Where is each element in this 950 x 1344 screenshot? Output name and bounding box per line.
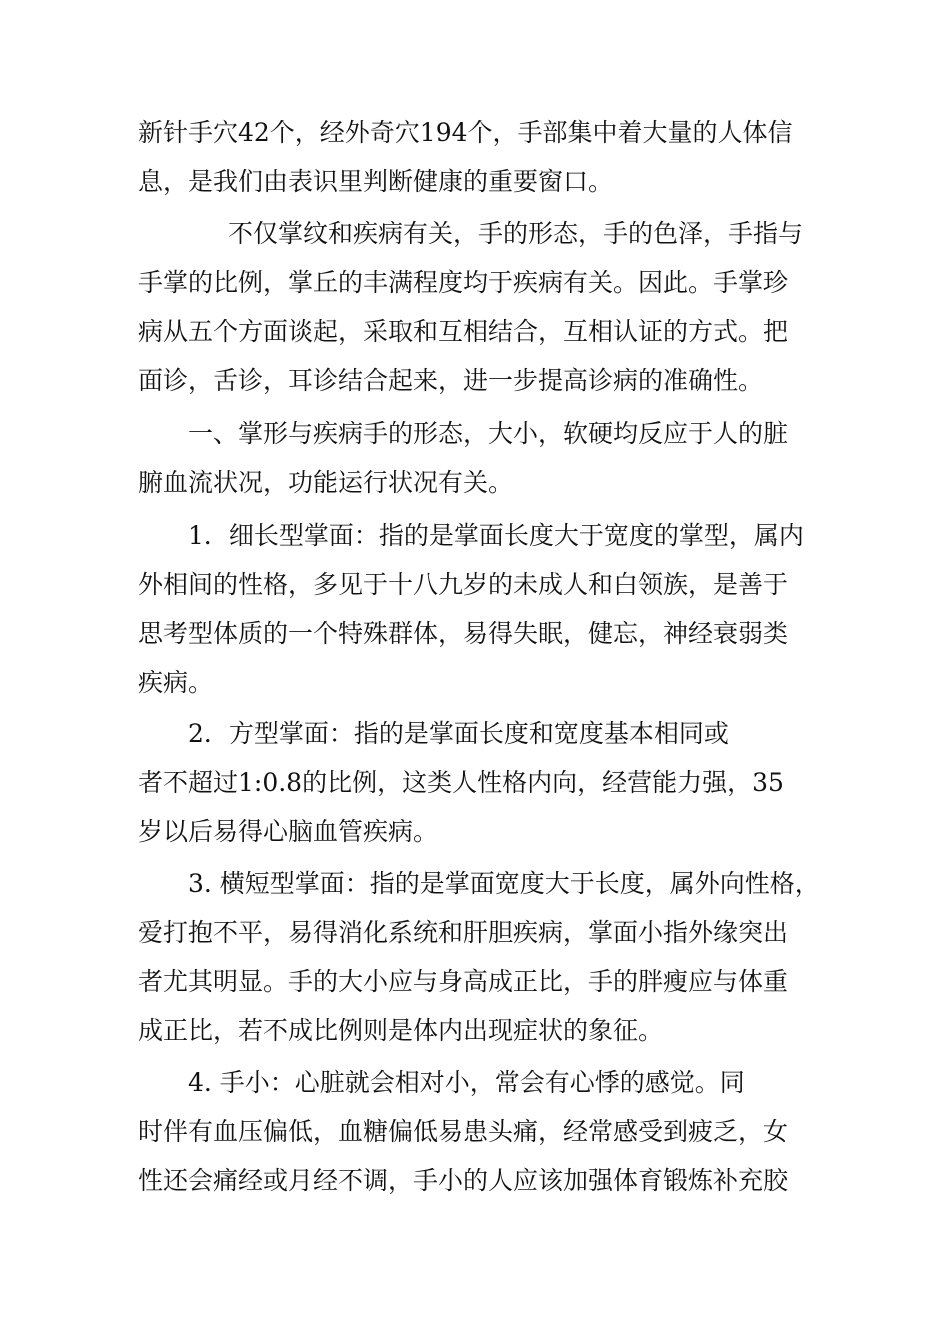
text-line: 腑血流状况，功能运行状况有关。 — [138, 468, 514, 497]
text-line: 成正比，若不成比例则是体内出现症状的象征。 — [138, 1016, 664, 1045]
section-heading-line: 一、掌形与疾病手的形态，大小，软硬均反应于人的脏 — [188, 419, 789, 448]
text-line: 面诊，舌诊，耳诊结合起来，进一步提高诊病的准确性。 — [138, 366, 764, 395]
paragraph-start-line: 不仅掌纹和疾病有关，手的形态，手的色泽，手指与 — [228, 219, 804, 248]
text-line: 手掌的比例，掌丘的丰满程度均于疾病有关。因此。手掌珍 — [138, 268, 789, 297]
text-line: 外相间的性格，多见于十八九岁的未成人和白领族，是善于 — [138, 570, 789, 599]
text-line: 思考型体质的一个特殊群体，易得失眠，健忘，神经衰弱类 — [138, 619, 789, 648]
text-line: 新针手穴42个，经外奇穴194个，手部集中着大量的人体信 — [138, 118, 793, 147]
text-line: 时伴有血压偏低，血糖偏低易患头痛，经常感受到疲乏，女 — [138, 1117, 789, 1146]
text-line: 者不超过1:0.8的比例，这类人性格内向，经营能力强，35 — [138, 768, 784, 797]
text-line: 者尤其明显。手的大小应与身高成正比，手的胖瘦应与体重 — [138, 967, 789, 996]
text-line: 病从五个方面谈起，采取和互相结合，互相认证的方式。把 — [138, 317, 789, 346]
text-line: 息，是我们由表识里判断健康的重要窗口。 — [138, 167, 614, 196]
text-line: 性还会痛经或月经不调，手小的人应该加强体育锻炼补充胶 — [138, 1166, 789, 1195]
list-item-3-line: 3. 横短型掌面：指的是掌面宽度大于长度，属外向性格， — [188, 869, 820, 898]
text-line: 爱打抱不平，易得消化系统和肝胆疾病，掌面小指外缘突出 — [138, 918, 789, 947]
list-item-2-line: 2．方型掌面：指的是掌面长度和宽度基本相同或 — [188, 719, 729, 748]
text-line: 岁以后易得心脑血管疾病。 — [138, 817, 439, 846]
text-line: 疾病。 — [138, 668, 214, 697]
list-item-4-line: 4. 手小：心脏就会相对小，常会有心悸的感觉。同 — [188, 1068, 745, 1097]
list-item-1-line: 1．细长型掌面：指的是掌面长度大于宽度的掌型，属内 — [188, 521, 804, 550]
